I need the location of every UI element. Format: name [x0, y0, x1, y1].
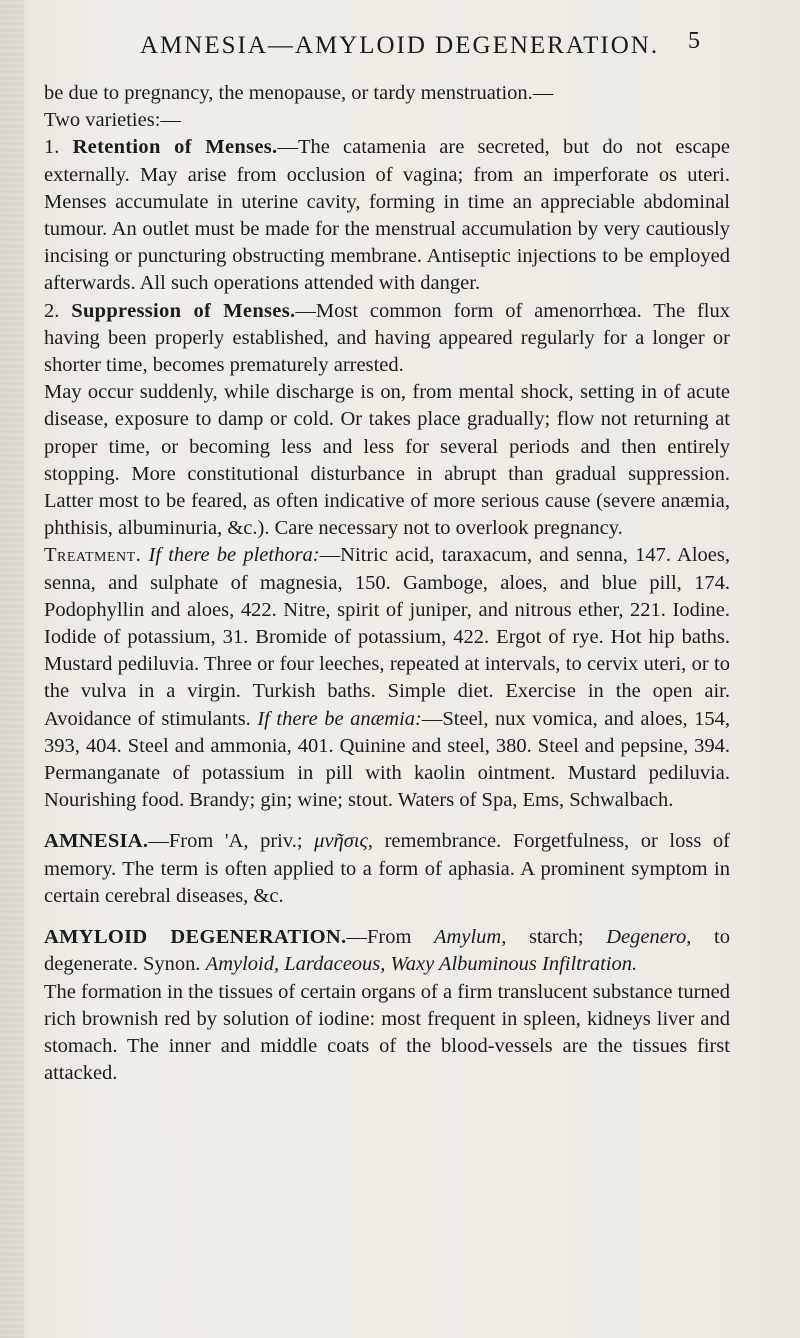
page-header: [140, 22, 700, 62]
paragraph-retention: [44, 134, 730, 297]
synonyms: Amyloid, Lardaceous, Waxy Albuminous Infiltration.: [205, 953, 638, 976]
paragraph-amyloid-definition: The formation in the tissues of certain organs of a firm translucent substance turned rich brownish red by solution of iodine: most frequent in spleen, kidneys liver and stomach. The inner and middle coats of the blood-vessels are the tissues first attacked.: [44, 980, 730, 1085]
suppression-text: —Most common form of amenorrhœa. The flux having been properly established, and having appeared regularly for a longer or shorter time, becomes prematurely arrested.: [44, 299, 731, 377]
body-text: [44, 80, 730, 1087]
plethora-text: —Nitric acid, taraxacum, and senna, 147. Aloes, senna, and sulphate of magnesia, 150. Gamboge, aloes, and blue pill, 174. Podophyllin and aloes, 422. Nitre, spirit of juniper, and nitrous ether, 221. Iodine. Iodide of potassium, 31. Bromide of potassium, 422. Ergot of rye. Hot hip baths. Mustard pediluvia. Three or four leeches, repeated at intervals, to cervix uteri, or to the vulva in a virgin. Turkish baths. Simple diet. Exercise in the open air. Avoidance of stimulants.: [44, 544, 730, 730]
running-head: AMNESIA—AMYLOID DEGENERATION.: [140, 32, 660, 59]
paragraph-suppression: [44, 298, 730, 380]
suppression-number: 2.: [44, 299, 60, 322]
paragraph-treatment: [44, 542, 730, 814]
paragraph-continuation: be due to pregnancy, the menopause, or tardy menstruation.—: [44, 82, 554, 104]
latin-amylum: Amylum: [434, 926, 502, 949]
amyloid-headword: AMYLOID DEGENERATION.: [44, 926, 347, 949]
anaemia-label: If there be anæmia:: [257, 707, 422, 730]
page-number: 5: [688, 28, 700, 54]
entry-amnesia: AMNESIA.—From 'Α, priv.; μνῆσις, remembrance. Forgetfulness, or loss of memory. The term is often applied to a form of aphasia. A prominent symptom in certain cerebral diseases, &c.: [44, 830, 730, 907]
anaemia-text: —Steel, nux vomica, and aloes, 154, 393, 404. Steel and ammonia, 401. Quinine and steel, 380. Steel and pepsine, 394. Permanganate of potassium in pill with kaolin ointment. Mustard pediluvia. Nourishing food. Brandy; gin; wine; stout. Waters of Spa, Ems, Schwalbach.: [44, 707, 731, 812]
binding-edge: [0, 0, 24, 1338]
retention-heading: Retention of Menses.: [72, 136, 278, 159]
retention-text: —The catamenia are secreted, but do not escape externally. May arise from occlusion of vagina; from an imperforate os uteri. Menses accumulate in uterine cavity, forming in time an appreciable abdominal tumour. An outlet must be made for the menstrual accumulation by very cautiously incising or puncturing obstructing membrane. Antiseptic injections to be employed afterwards. All such operations attended with danger.: [44, 136, 731, 295]
retention-number: 1.: [44, 136, 60, 159]
amnesia-headword: AMNESIA.: [44, 830, 149, 853]
entry-amyloid: AMYLOID DEGENERATION.—From Amylum, starch; Degenero, to degenerate. Synon. Amyloid, Lardaceous, Waxy Albuminous Infiltration.: [44, 926, 730, 976]
greek-word: μνῆσις: [314, 830, 368, 853]
paragraph-varieties: Two varieties:—: [44, 109, 181, 132]
plethora-label: If there be plethora:: [148, 544, 320, 567]
paragraph-may-occur: May occur suddenly, while discharge is on, from mental shock, setting in of acute disease, exposure to damp or cold. Or takes place gradually; flow not returning at proper time, or becoming less and less for several periods and then entirely stopping. More constitutional disturbance in abrupt than gradual suppression. Latter most to be feared, as often indicative of more serious cause (severe anæmia, phthisis, albuminuria, &c.). Care necessary not to overlook pregnancy.: [44, 381, 730, 540]
latin-degenero: Degenero: [606, 926, 687, 949]
treatment-heading: Treatment.: [44, 544, 142, 567]
suppression-heading: Suppression of Menses.: [71, 299, 296, 322]
